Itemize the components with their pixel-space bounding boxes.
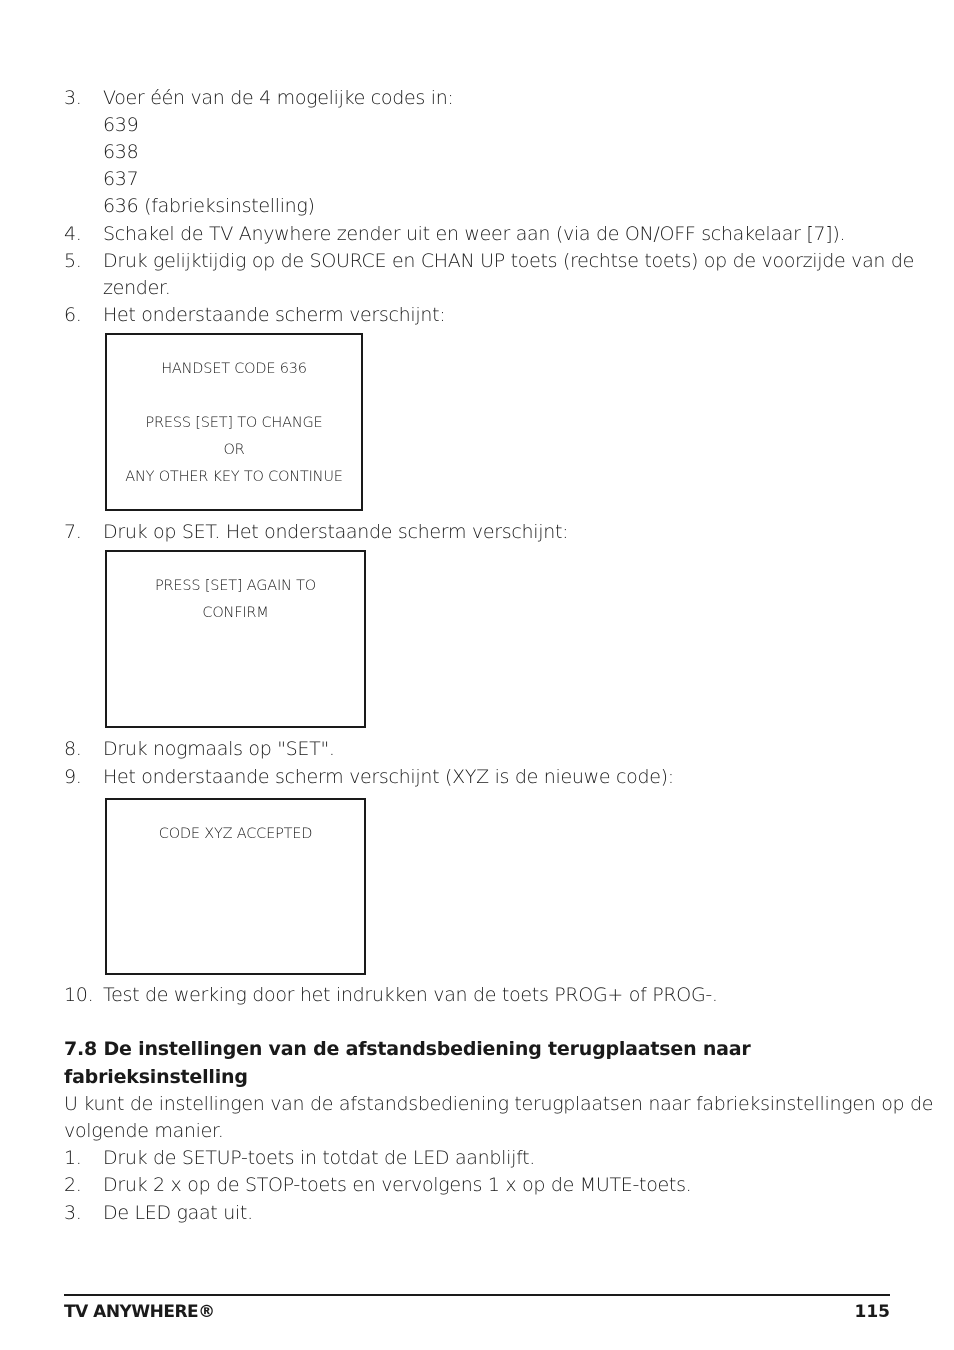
section-paragraph-cont: volgende manier. — [64, 1120, 224, 1142]
screen-line: ANY OTHER KEY TO CONTINUE — [125, 469, 343, 485]
section-heading: 7.8 De instellingen van de afstandsbediening terugplaatsen naar — [64, 1038, 751, 1060]
screen-display-confirm — [105, 550, 366, 728]
screen-line — [107, 383, 361, 410]
screen-display-handset-code — [105, 333, 363, 511]
screen-line: PRESS [SET] TO CHANGE — [145, 415, 323, 431]
screen-line: CONFIRM — [202, 605, 269, 621]
screen-line: PRESS [SET] AGAIN TO — [155, 578, 316, 594]
screen-line: OR — [223, 442, 245, 458]
section-paragraph: U kunt de instellingen van de afstandsbediening terugplaatsen naar fabrieksinstellingen op de — [64, 1093, 934, 1115]
footer-product-name: TV ANYWHERE® — [64, 1302, 215, 1322]
section-heading-cont: fabrieksinstelling — [64, 1066, 248, 1088]
screen-line: CODE XYZ ACCEPTED — [158, 826, 313, 842]
screen-line: HANDSET CODE 636 — [161, 361, 307, 377]
screen-display-accepted — [105, 798, 366, 975]
footer-rule — [64, 1294, 890, 1296]
page-number: 115 — [854, 1302, 890, 1322]
